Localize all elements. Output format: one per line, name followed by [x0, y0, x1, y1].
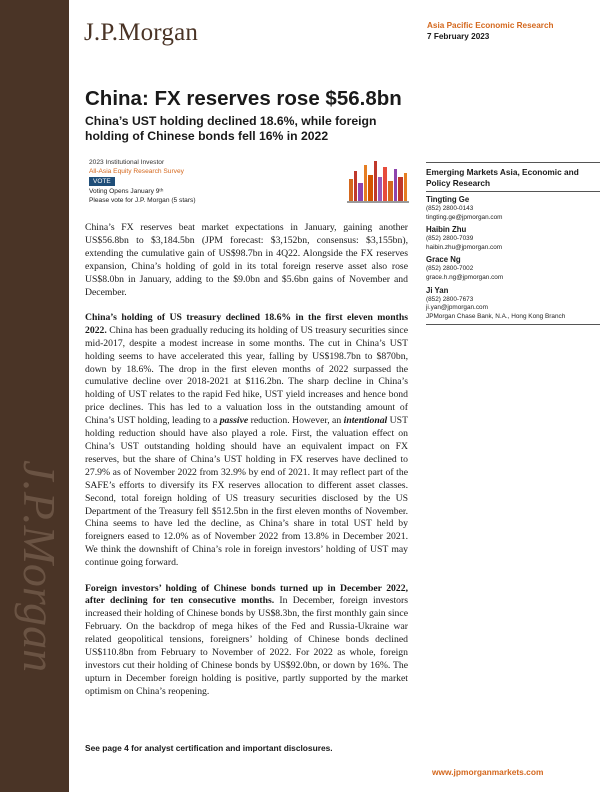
survey-banner[interactable] [85, 157, 408, 214]
survey-banner-text [89, 158, 196, 205]
analyst-entry [426, 286, 600, 326]
survey-line-1: 2023 Institutional Investor [89, 159, 165, 166]
report-date: 7 February 2023 [427, 32, 490, 41]
analyst-entity: JPMorgan Chase Bank, N.A., Hong Kong Branch [426, 312, 566, 320]
analyst-phone: (852) 2800-7673 [426, 295, 474, 303]
survey-line-4: Please vote for J.P. Morgan (5 stars) [89, 197, 196, 204]
analyst-email[interactable]: haibin.zhu@jpmorgan.com [426, 243, 503, 251]
asia-skyline-illustration [347, 157, 409, 203]
analyst-team-heading: Emerging Markets Asia, Economic and Policy Research [426, 163, 600, 192]
article-body [85, 222, 408, 711]
analyst-phone: (852) 2800-7002 [426, 265, 474, 273]
watermark-logo: J.P.Morgan [14, 460, 65, 673]
analyst-entry [426, 195, 600, 222]
analyst-name: Tingting Ge [426, 195, 470, 204]
footer-link[interactable]: www.jpmorganmarkets.com [432, 767, 544, 777]
analyst-email[interactable]: tingting.ge@jpmorgan.com [426, 213, 503, 221]
report-series: Asia Pacific Economic Research [427, 21, 554, 30]
analyst-phone: (852) 2800-7039 [426, 235, 474, 243]
analyst-name: Ji Yan [426, 285, 449, 295]
analyst-email[interactable]: grace.h.ng@jpmorgan.com [426, 273, 504, 281]
jpmorgan-logo: J.P.Morgan [84, 19, 199, 46]
vote-button[interactable]: VOTE [89, 177, 115, 186]
analyst-panel [426, 162, 600, 325]
analyst-email[interactable]: ji.yan@jpmorgan.com [426, 304, 488, 312]
analyst-entry [426, 255, 600, 282]
survey-line-3: Voting Opens January 9ᵗʰ [89, 188, 164, 195]
paragraph-fx-reserves: China’s FX reserves beat market expectations in January, gaining another US$56.8bn to $3,184.5bn (JPM forecast: $3,152bn, consensus: $3,155bn), extending the cumulative gain of US$98.7bn in 4Q22. Alongside the FX reserves expansion, China’s holding of gold in its total foreign reserve asset also rose US$8.0bn in January, adding to the $9.0bn and $5.6bn gains of November and December. [85, 222, 408, 298]
paragraph-chinese-bonds: Foreign investors’ holding of Chinese bonds turned up in December 2022, after declining for ten consecutive months. In December, foreign investors increased their holding of Chinese bonds by US$8.3bn, the first monthly gain since February. On the backdrop of mega hikes of the Fed and Russia-Ukraine war related geopolitical tensions, foreigners’ holding of Chinese bonds declined US$110.8bn from February to November of 2022. For 2022 as whole, foreign investors cut their holding of Chinese bonds by US$92.0bn, or down by 16%. The upturn in December foreign holding is positive, partly supported by the market optimism on China’s reopening. [85, 582, 408, 697]
disclosure-note: See page 4 for analyst certification and important disclosures. [85, 743, 333, 753]
survey-line-2: All-Asia Equity Research Survey [89, 168, 184, 175]
page-subtitle: China’s UST holding declined 18.6%, while foreign holding of Chinese bonds fell 16% in 2022 [85, 114, 377, 143]
report-header [427, 20, 554, 42]
analyst-entry [426, 225, 600, 252]
brand-sidebar [0, 0, 69, 792]
paragraph-ust-holding: China’s holding of US treasury declined 18.6% in the first eleven months 2022. China has been gradually reducing its holding of US treasury securities since mid-2017, despite a modest increase in some months. The cut in China’s UST holding seems to have accelerated this year, falling by US$198.7bn to $870bn, down by 18.6%. The drop in the first eleven months of 2022 surpassed the cumulative decline over 2018-2021 at $116.2bn. The sharp decline in China’s holding of UST relates to the rapid Fed hike, UST yield increases and hence bond price declines. This has led to a valuation loss in the outstanding amount of China’s UST holding, leading to a passive reduction. However, an intentional UST holding reduction should have also played a role. First, the valuation effect on China’s UST outstanding holding should have an equivalent impact on FX reserves, but the share of China’s UST holding in FX reserves have declined to 27.9% as of November 2022 from 32.9% by end of 2021. It may reflect part of the SAFE’s efforts to diversify its FX reserves allocation to different asset classes. Second, total foreign holding of US treasury securities disclosed by the US Department of the Treasury fell $512.5bn in the first eleven months of November. China seems to have led the decline, as China’s share in total UST held by foreigners eased to 12.0% as of November 2022 from 13.8% in December 2021. We think the downshift of China’s role in foreign investors’ holding of UST may continue going forward. [85, 311, 408, 569]
analyst-phone: (852) 2800-0143 [426, 205, 474, 212]
page-title: China: FX reserves rose $56.8bn [85, 87, 402, 110]
analyst-name: Haibin Zhu [426, 225, 467, 235]
analyst-name: Grace Ng [426, 255, 461, 265]
